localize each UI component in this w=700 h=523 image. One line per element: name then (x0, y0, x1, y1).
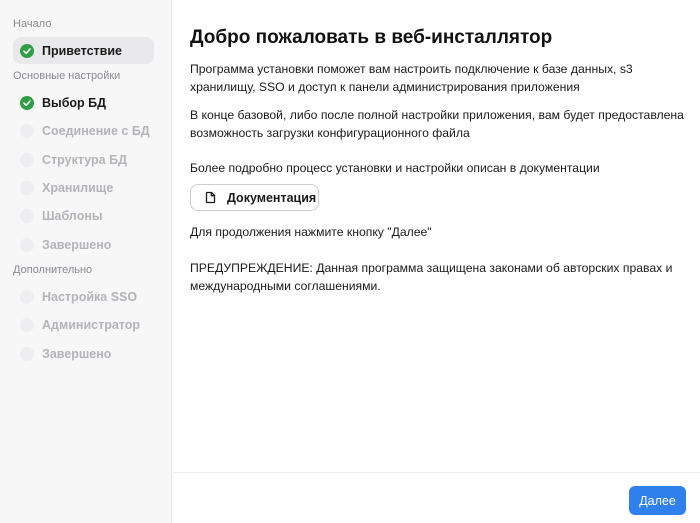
step-storage[interactable] (13, 174, 154, 201)
pending-dot-icon (20, 318, 34, 332)
step-admin[interactable] (13, 311, 154, 338)
page-title: Добро пожаловать в веб-инсталлятор (190, 27, 553, 48)
pending-dot-icon (20, 209, 34, 223)
step-label: Завершено (42, 346, 112, 361)
pending-dot-icon (20, 238, 34, 252)
documentation-button-label: Документация (227, 190, 317, 205)
docs-paragraph: Более подробно процесс установки и настройки описан в документации (190, 161, 600, 175)
step-db-connection[interactable] (13, 117, 154, 144)
intro-paragraph: Программа установки поможет вам настроить подключение к базе данных, s3 хранилищу, SSO и доступ к панели администрирования приложения (190, 62, 633, 94)
step-label: Приветствие (42, 43, 122, 58)
step-label: Настройка SSO (42, 289, 138, 304)
step-welcome[interactable] (13, 37, 154, 64)
warning-paragraph: ПРЕДУПРЕЖДЕНИЕ: Данная программа защищена законами об авторских правах и международными соглашениями. (190, 261, 673, 293)
section-label-basic: Основные настройки (13, 70, 121, 82)
next-button[interactable]: Далее (629, 486, 686, 515)
section-label-start: Начало (13, 18, 52, 30)
step-finished-basic[interactable] (13, 231, 154, 258)
pending-dot-icon (20, 181, 34, 195)
step-finished-extra[interactable] (13, 340, 154, 367)
main-content (173, 0, 700, 523)
check-icon (20, 44, 34, 58)
pending-dot-icon (20, 347, 34, 361)
step-db-structure[interactable] (13, 146, 154, 173)
step-label: Шаблоны (42, 208, 103, 223)
step-label: Администратор (42, 317, 141, 332)
step-label: Хранилище (42, 180, 114, 195)
pending-dot-icon (20, 290, 34, 304)
footer-divider (173, 472, 700, 473)
step-label: Выбор БД (42, 95, 107, 110)
pending-dot-icon (20, 124, 34, 138)
document-icon (204, 191, 217, 204)
step-select-db[interactable] (13, 89, 154, 116)
sidebar (0, 0, 172, 523)
step-label: Завершено (42, 237, 112, 252)
step-sso[interactable] (13, 283, 154, 310)
step-label: Структура БД (42, 152, 127, 167)
check-icon (20, 96, 34, 110)
documentation-button[interactable] (190, 184, 319, 211)
pending-dot-icon (20, 153, 34, 167)
step-label: Соединение с БД (42, 123, 150, 138)
step-templates[interactable] (13, 202, 154, 229)
continue-paragraph: Для продолжения нажмите кнопку "Далее" (190, 225, 432, 239)
config-paragraph: В конце базовой, либо после полной настройки приложения, вам будет предоставлена возможность загрузки конфигурационного файла (190, 108, 684, 140)
section-label-extra: Дополнительно (13, 264, 93, 276)
